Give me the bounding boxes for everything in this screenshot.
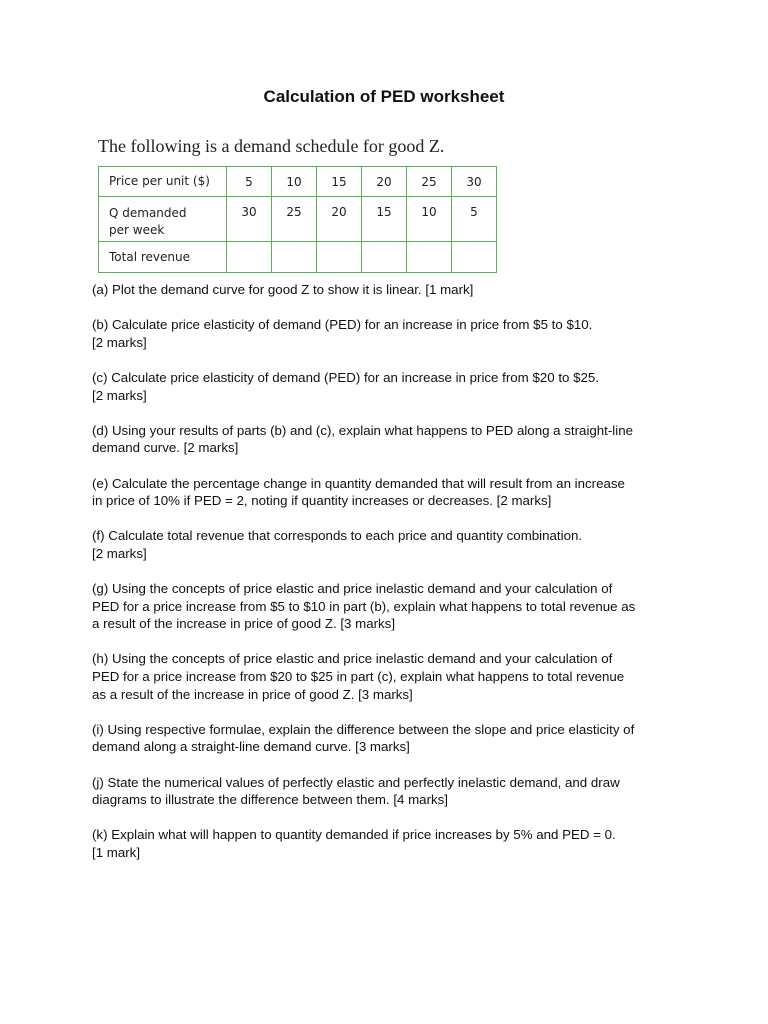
row-header-quantity [99, 197, 227, 242]
question-h: (h) Using the concepts of price elastic and price inelastic demand and your calculation of PED for a price increase from $20 to $25 in part (c), explain what happens to total revenue as a result of the increase in price of good Z. [3 marks] [92, 651, 625, 702]
question-list [92, 281, 682, 879]
quantity-cell: 5 [452, 197, 497, 242]
price-cell: 15 [317, 167, 362, 197]
table-caption: The following is a demand schedule for good Z. [98, 136, 445, 156]
quantity-cell: 15 [362, 197, 407, 242]
question-c: (c) Calculate price elasticity of demand (PED) for an increase in price from $20 to $25. [2 marks] [92, 369, 599, 403]
row-header-total-revenue: Total revenue [99, 242, 227, 273]
question-d: (d) Using your results of parts (b) and (c), explain what happens to PED along a straight-line demand curve. [2 marks] [92, 422, 634, 456]
price-cell: 25 [407, 167, 452, 197]
price-cell: 5 [227, 167, 272, 197]
row-header-quantity-text: Q demanded per week [109, 206, 187, 237]
question-e: (e) Calculate the percentage change in quantity demanded that will result from an increase in price of 10% if PED = 2, noting if quantity increases or decreases. [2 marks] [92, 475, 625, 509]
table-row-total-revenue [99, 242, 497, 273]
total-revenue-cell [452, 242, 497, 273]
question-a: (a) Plot the demand curve for good Z to show it is linear. [1 mark] [92, 282, 474, 297]
question-k: (k) Explain what will happen to quantity demanded if price increases by 5% and PED = 0. [1 mark] [92, 827, 616, 860]
question-b: (b) Calculate price elasticity of demand (PED) for an increase in price from $5 to $10. [2 marks] [92, 317, 593, 350]
quantity-cell: 30 [227, 197, 272, 242]
total-revenue-cell [227, 242, 272, 273]
price-cell: 10 [272, 167, 317, 197]
question-f: (f) Calculate total revenue that corresponds to each price and quantity combination. [2 marks] [92, 528, 583, 561]
page-title: Calculation of PED worksheet [263, 87, 505, 106]
question-g: (g) Using the concepts of price elastic and price inelastic demand and your calculation of PED for a price increase from $5 to $10 in part (b), explain what happens to total revenue as a result of the increase in price of good Z. [3 marks] [92, 581, 636, 632]
total-revenue-cell [272, 242, 317, 273]
price-cell: 20 [362, 167, 407, 197]
total-revenue-cell [362, 242, 407, 273]
total-revenue-cell [407, 242, 452, 273]
price-cell: 30 [452, 167, 497, 197]
demand-schedule-table [98, 166, 497, 273]
table-row-quantity [99, 197, 497, 242]
question-j: (j) State the numerical values of perfectly elastic and perfectly inelastic demand, and draw diagrams to illustrate the difference between them. [4 marks] [92, 774, 620, 808]
table-row-price [99, 167, 497, 197]
row-header-price: Price per unit ($) [99, 167, 227, 197]
total-revenue-cell [317, 242, 362, 273]
quantity-cell: 10 [407, 197, 452, 242]
quantity-cell: 20 [317, 197, 362, 242]
question-i: (i) Using respective formulae, explain the difference between the slope and price elasticity of demand along a straight-line demand curve. [3 marks] [92, 721, 635, 755]
quantity-cell: 25 [272, 197, 317, 242]
